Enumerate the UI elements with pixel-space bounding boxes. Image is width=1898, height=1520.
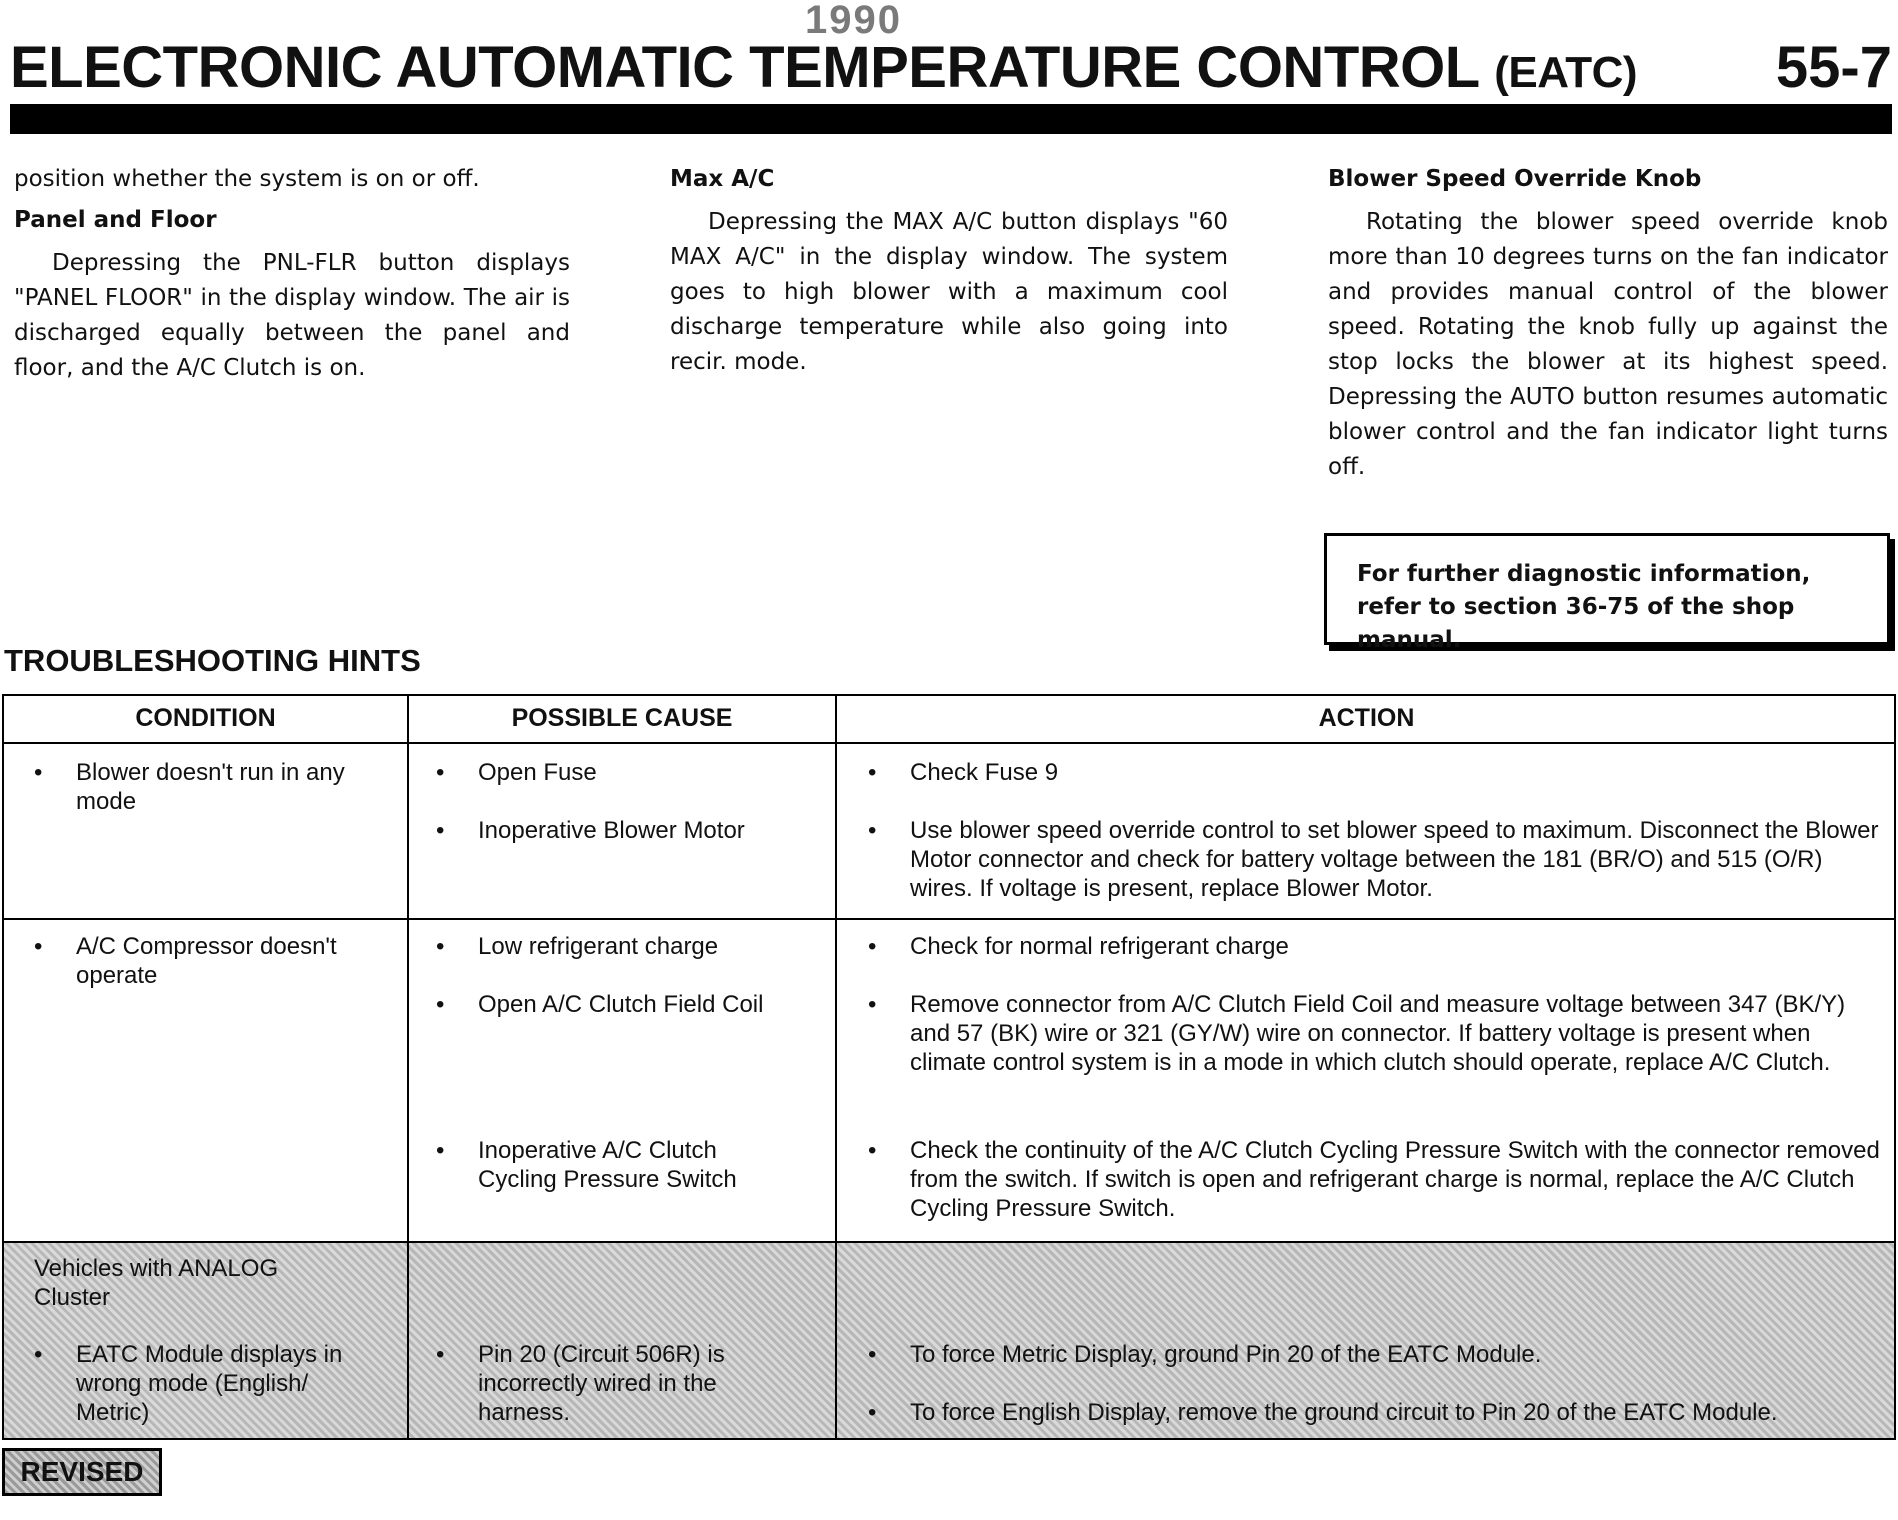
revised-stamp [2,1448,162,1496]
condition-text: A/C Compressor doesn't operate [76,933,337,989]
cause-text: Open A/C Clutch Field Coil [478,991,764,1018]
bullet: • [868,759,877,786]
condition-text: Blower doesn't run in any mode [76,759,345,815]
column-1 [14,162,570,386]
page-title [10,34,1637,107]
bullet: • [868,933,877,960]
table-row-cause [436,758,826,787]
table-row-action [868,932,1888,961]
action-text: Check Fuse 9 [910,759,1059,786]
bullet: • [34,933,43,960]
table-header-rule [4,742,1894,744]
bullet: • [436,991,445,1018]
blower-override-heading: Blower Speed Override Knob [1328,166,1702,192]
table-column-divider [835,696,837,1438]
table-row-action [868,1340,1888,1369]
bullet: • [34,1341,43,1368]
action-text: To force Metric Display, ground Pin 20 of the EATC Module. [910,1341,1542,1368]
table-row-rule [4,918,1894,920]
bullet: • [436,1137,445,1164]
condition-text: EATC Module displays in wrong mode (English/ Metric) [76,1341,343,1426]
table-row-cause [436,1136,796,1194]
revised-stamp-text: REVISED [20,1456,144,1487]
action-text: Remove connector from A/C Clutch Field Coil and measure voltage between 347 (BK/Y) and 57 (BK) wire or 321 (GY/W) wire on connector. If battery voltage is present when climate control system is in a mode in which clutch should operate, replace A/C Clutch. [910,991,1846,1076]
table-row-action [868,1398,1892,1427]
panel-floor-heading: Panel and Floor [14,207,217,233]
panel-floor-paragraph: Depressing the PNL-FLR button displays "PANEL FLOOR" in the display window. The air is discharged equally between the panel and floor, and the A/C Clutch is on. [14,250,570,381]
action-text: Use blower speed override control to set blower speed to maximum. Disconnect the Blower Motor connector and check for battery voltage between the 181 (BR/O) and 515 (O/R) wires. If voltage is present, replace Blower Motor. [910,817,1879,902]
bullet: • [436,817,445,844]
table-row-condition [34,1340,374,1427]
page-number: 55-7 [1775,35,1892,100]
action-text: To force English Display, remove the ground circuit to Pin 20 of the EATC Module. [910,1399,1778,1426]
header-possible-cause: POSSIBLE CAUSE [511,704,733,732]
table-row-condition [34,932,374,990]
table-row-condition [34,758,374,816]
column-3 [1328,162,1888,485]
header-condition: CONDITION [135,704,276,732]
cause-text: Open Fuse [478,759,597,786]
max-ac-heading: Max A/C [670,166,775,192]
bullet: • [868,991,877,1018]
bullet: • [436,933,445,960]
bullet: • [436,759,445,786]
max-ac-paragraph: Depressing the MAX A/C button displays "60 MAX A/C" in the display window. The system goes to high blower with a maximum cool discharge temperature while also going into recir. mode. [670,209,1228,375]
title-rule [10,104,1892,134]
table-column-divider [407,696,409,1438]
bullet: • [868,1137,877,1164]
bullet: • [436,1341,445,1368]
analog-cluster-label: Vehicles with ANALOG Cluster [34,1255,279,1311]
cause-text: Pin 20 (Circuit 506R) is incorrectly wired in the harness. [478,1341,725,1426]
action-text: Check the continuity of the A/C Clutch Cycling Pressure Switch with the connector removed from the switch. If switch is open and refrigerant charge is normal, replace the A/C Clutch Cycling Pressure Switch. [910,1137,1880,1222]
table-row-action [868,758,1888,787]
table-row-cause [436,990,826,1019]
action-text: Check for normal refrigerant charge [910,933,1289,960]
bullet: • [868,817,877,844]
table-row-cause [436,932,826,961]
table-row-rule [4,1241,1894,1243]
table-row-cause [436,816,826,845]
bullet: • [34,759,43,786]
title-abbrev: (EATC) [1494,48,1638,97]
diagnostic-note-box: For further diagnostic information, refer to section 36-75 of the shop manual. [1324,533,1890,645]
title-main: ELECTRONIC AUTOMATIC TEMPERATURE CONTROL [10,35,1479,100]
column-2 [670,162,1228,380]
table-row-action [868,816,1888,903]
table-row-cause [436,1340,776,1427]
troubleshooting-hints-title: TROUBLESHOOTING HINTS [4,643,421,678]
model-year: 1990 [805,0,902,42]
cause-text: Inoperative A/C Clutch Cycling Pressure Switch [478,1137,737,1193]
cause-text: Low refrigerant charge [478,933,719,960]
bullet: • [868,1399,877,1426]
table-row-action [868,990,1890,1077]
bullet: • [868,1341,877,1368]
continued-text: position whether the system is on or off. [14,166,480,192]
table-row-action [868,1136,1890,1223]
cause-text: Inoperative Blower Motor [478,817,745,844]
troubleshooting-table [2,694,1896,1440]
blower-override-paragraph: Rotating the blower speed override knob more than 10 degrees turns on the fan indicator and provides manual control of the blower speed. Rotating the knob fully up against the stop locks the blower at its highest speed. Depressing the AUTO button resumes automatic blower control and the fan indicator light turns off. [1328,209,1888,480]
header-action: ACTION [1318,704,1415,732]
